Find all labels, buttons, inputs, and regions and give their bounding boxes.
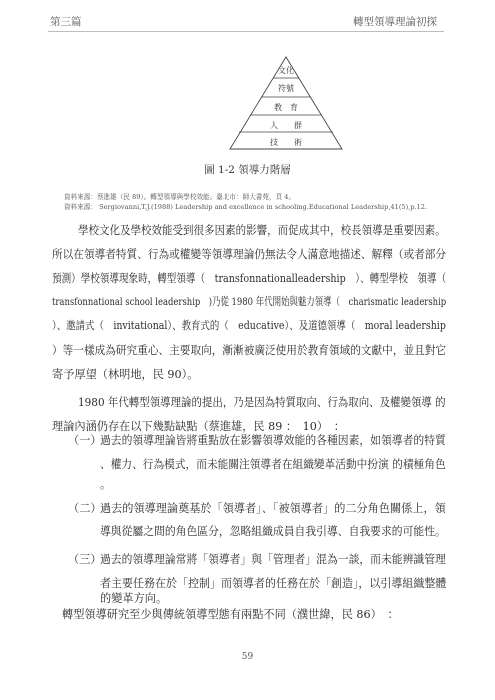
source-note: 資料來源：蔡進雄（民 89）。轉型領導與學校效能。臺北市：師大書苑，頁 4。	[64, 193, 296, 201]
paragraph-line: 理論內涵仍存在以下幾點缺點（蔡進雄，民 89 ： 10） ：	[52, 420, 345, 433]
list-marker: （一）	[68, 434, 102, 447]
list-marker: （三）	[68, 553, 102, 566]
paragraph-line: 所以在領導者特質、行為或權變等領導理論仍無法令人滿意地描述、解釋（或者部分	[52, 248, 447, 261]
paragraph-line: 1980 年代轉型領導理論的提出，乃是因為特質取向、行為取向、及權變領導 的	[78, 396, 446, 409]
figure-caption: 圖 1-2 領導力階層	[204, 164, 291, 176]
pyramid-level-technique: 技 術	[270, 138, 302, 147]
paragraph-line: 寄予厚望（林明地，民 90）。	[52, 368, 199, 381]
list-item-line: 導與從屬之間的角色區分，忽略組織成員自我引導、自我要求的可能性。	[100, 525, 446, 538]
paragraph-line: ）等一樣成為研究重心、主要取向，漸漸被廣泛使用於教育領域的文獻中，並且對它	[52, 344, 447, 357]
list-item-line: 過去的領導理論皆將重點放在影響領導效能的各種因素，如領導者的特質	[100, 434, 446, 447]
list-item-line: 過去的領導理論常將「領導者」與「管理者」混為一談，而未能辨識管理	[100, 553, 446, 566]
pyramid-level-education: 教 育	[274, 103, 298, 112]
closing-paragraph: 轉型領導研究至少與傳統領導型態有兩點不同（濮世緯，民 86） ：	[62, 608, 399, 621]
paragraph-line: ）、邀請式（ invitational）、教育式的（ educative）、及道德領導（ moral leadership	[52, 319, 446, 332]
page-number: 59	[241, 652, 254, 662]
paragraph-line: 學校文化及學校效能受到很多因素的影響，而促成其中，校長領導是重要因素。	[78, 224, 446, 237]
running-title: 轉型領導理論初探	[353, 16, 437, 28]
leadership-pyramid-figure	[226, 55, 346, 153]
paragraph-line: 預測）學校領導現象時，轉型領導（ transfonnationalleadership ）、轉型學校 領導（	[52, 272, 447, 285]
list-item-line: 、權力、行為模式，而未能關注領導者在組織變革活動中扮演 的積極角色	[100, 458, 446, 471]
list-marker: （二）	[68, 502, 102, 515]
pyramid-level-culture: 文化	[278, 66, 294, 75]
pyramid-level-people: 人 群	[270, 121, 302, 130]
chapter-header: 第三篇	[50, 16, 82, 28]
list-item-line: 者主要任務在於「控制」而領導者的任務在於「創造」，以引導組織整體	[100, 577, 447, 590]
source-note: 資料來源： Sergiovanni,T.J.(1988) Leadership and excellence in schooling.Educational Leadership,41(5),p.12.	[64, 203, 428, 211]
pyramid-level-symbol: 符號	[278, 84, 294, 93]
list-item-line: 的變革方向。	[100, 592, 168, 605]
paragraph-line: transfonnational school leadership )乃從 1980 年代開始與魅力領導（ charismatic leadership	[52, 296, 447, 308]
header-rule	[48, 31, 444, 32]
list-item-line: 過去的領導理論奠基於「領導者」、「被領導者」的二分角色關係上，領	[100, 502, 446, 515]
list-item-line: 。	[100, 478, 112, 491]
